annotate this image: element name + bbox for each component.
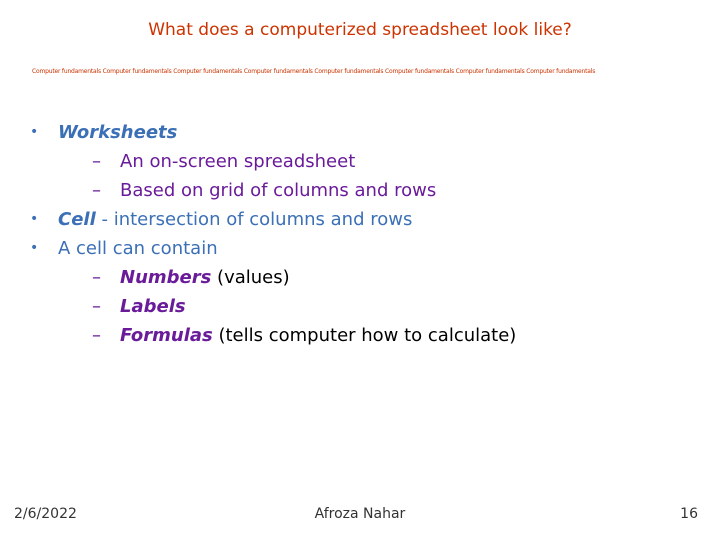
list-item [30,176,690,205]
list-item [30,292,690,321]
dash-marker: – [92,180,101,201]
dash-marker: – [92,296,101,317]
formulas-note: (tells computer how to calculate) [212,325,517,346]
list-item [30,321,690,350]
bullet-marker: • [30,124,39,140]
footer-date: 2/6/2022 [14,506,77,522]
numbers-note: (values) [211,267,290,288]
labels-term: Labels [120,296,186,317]
bullet-marker: • [30,240,39,256]
formulas-term: Formulas [120,325,213,346]
dash-marker: – [92,151,101,172]
footer-author: Afroza Nahar [314,506,406,522]
header-ribbon: Computer fundamentals Computer fundamentals Computer fundamentals Computer fundamentals Computer fundamentals Computer fundamentals Computer fundamentals Computer fundamentals [32,68,596,75]
slide-title: What does a computerized spreadsheet look like? [148,20,572,40]
list-item [30,263,690,292]
dash-marker: – [92,325,101,346]
bullet-list [30,118,690,350]
worksheets-term: Worksheets [58,122,178,143]
list-item [30,234,690,263]
list-item [30,118,690,147]
bullet-marker: • [30,211,39,227]
page-number: 16 [680,506,698,522]
cell-contain-text: A cell can contain [58,238,218,259]
cell-definition: - intersection of columns and rows [95,209,413,230]
list-item [30,205,690,234]
numbers-term: Numbers [120,267,212,288]
list-item [30,147,690,176]
cell-term: Cell [58,209,96,230]
dash-marker: – [92,267,101,288]
worksheets-sub-2: Based on grid of columns and rows [120,180,437,201]
worksheets-sub-1: An on-screen spreadsheet [120,151,356,172]
